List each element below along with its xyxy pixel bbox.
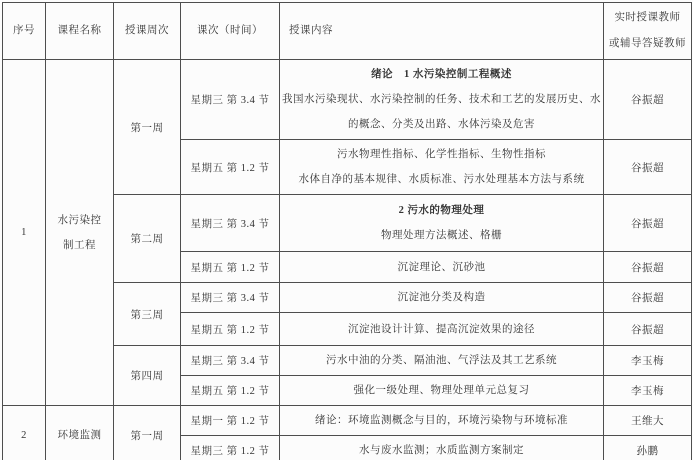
header-teacher-line2: 或辅导答疑教师	[609, 38, 686, 49]
content-line: 污水中油的分类、隔油池、气浮法及其工艺系统	[326, 355, 557, 366]
header-teacher	[604, 3, 692, 60]
content-line: 绪论 1 水污染控制工程概述	[371, 69, 512, 80]
time-cell: 星期三 第 3.4 节	[181, 60, 280, 140]
content-cell	[280, 195, 604, 252]
header-index: 序号	[3, 3, 46, 60]
week-cell: 第一周	[114, 60, 181, 195]
content-line: 水体自净的基本规律、水质标准、污水处理基本方法与系统	[298, 174, 585, 185]
time-cell: 星期五 第 1.2 节	[181, 376, 280, 406]
index-cell: 1	[3, 60, 46, 406]
course-name-cell	[46, 406, 114, 460]
time-cell: 星期三 第 3.4 节	[181, 346, 280, 376]
time-cell: 星期三 第 3.4 节	[181, 195, 280, 252]
content-line: 2 污水的物理处理	[398, 205, 485, 216]
week-cell: 第三周	[114, 283, 181, 346]
header-session-time: 课次（时间）	[181, 3, 280, 60]
header-course-name: 课程名称	[46, 3, 114, 60]
teacher-cell: 谷振超	[604, 195, 692, 252]
week-cell: 第四周	[114, 346, 181, 406]
teacher-cell: 李玉梅	[604, 376, 692, 406]
content-line: 我国水污染现状、水污染控制的任务、技术和工艺的发展历史、水的概念、分类及出路、水体污染及危害	[282, 94, 601, 130]
course-schedule-table	[2, 2, 692, 460]
content-cell	[280, 60, 604, 140]
content-cell	[280, 252, 604, 283]
week-cell: 第二周	[114, 195, 181, 283]
content-line: 沉淀池分类及构造	[397, 292, 486, 303]
content-line: 强化一级处理、物理处理单元总复习	[353, 385, 530, 396]
week-cell: 第一周	[114, 406, 181, 460]
teacher-cell: 谷振超	[604, 60, 692, 140]
header-teaching-content: 授课内容	[280, 3, 604, 60]
content-cell	[280, 436, 604, 460]
schedule-row	[3, 60, 692, 140]
content-cell	[280, 283, 604, 313]
time-cell: 星期三 第 1.2 节	[181, 436, 280, 460]
time-cell: 星期三 第 3.4 节	[181, 283, 280, 313]
time-cell: 星期一 第 1.2 节	[181, 406, 280, 436]
teacher-cell: 谷振超	[604, 140, 692, 195]
course-name: 水污染控制工程	[57, 214, 102, 251]
content-cell	[280, 140, 604, 195]
course-name-cell	[46, 60, 114, 406]
content-line: 沉淀池设计计算、提高沉淀效果的途径	[348, 323, 535, 335]
course-name: 环境监测	[57, 430, 102, 441]
teacher-cell: 李玉梅	[604, 346, 692, 376]
header-teaching-week: 授课周次	[114, 3, 181, 60]
index-cell: 2	[3, 406, 46, 460]
header-row	[3, 3, 692, 60]
content-cell	[280, 406, 604, 436]
teacher-cell: 谷振超	[604, 252, 692, 283]
content-line: 水与废水监测；水质监测方案制定	[359, 445, 524, 456]
content-cell	[280, 376, 604, 406]
content-line: 物理处理方法概述、格栅	[381, 230, 502, 241]
time-cell: 星期五 第 1.2 节	[181, 313, 280, 346]
content-line: 沉淀理论、沉砂池	[397, 261, 486, 273]
time-cell: 星期五 第 1.2 节	[181, 252, 280, 283]
teacher-cell: 王维大	[604, 406, 692, 436]
content-line: 污水物理性指标、化学性指标、生物性指标	[337, 149, 546, 160]
content-cell	[280, 346, 604, 376]
header-teacher-line1: 实时授课教师	[614, 12, 681, 23]
content-cell	[280, 313, 604, 346]
teacher-cell: 谷振超	[604, 313, 692, 346]
teacher-cell: 孙鹏	[604, 436, 692, 460]
teacher-cell: 谷振超	[604, 283, 692, 313]
content-line: 绪论：环境监测概念与目的，环境污染物与环境标准	[315, 415, 568, 426]
schedule-row	[3, 406, 692, 436]
time-cell: 星期五 第 1.2 节	[181, 140, 280, 195]
